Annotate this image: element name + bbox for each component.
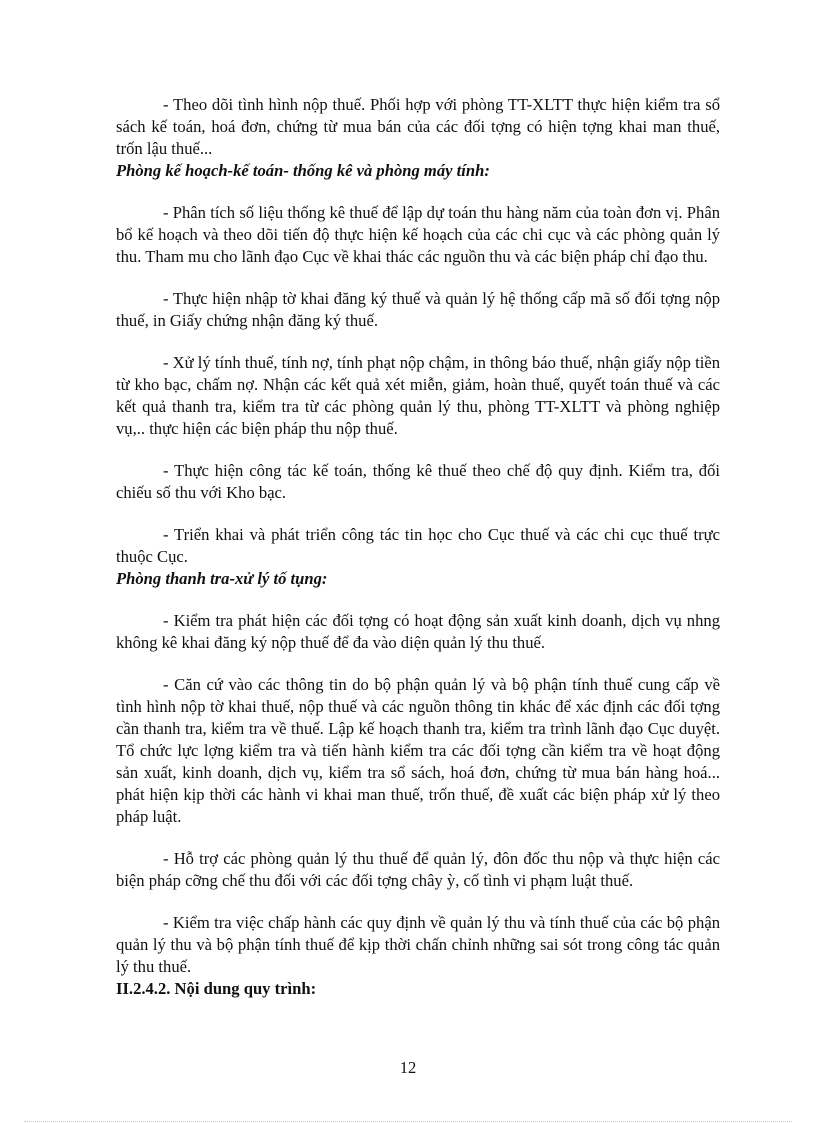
paragraph-accounting-statistics: - Thực hiện công tác kế toán, thống kê thuế theo chế độ quy định. Kiểm tra, đối chiếu số thu với Kho bạc. — [116, 461, 720, 502]
paragraph-tax-calculation: - Xử lý tính thuế, tính nợ, tính phạt nộp chậm, in thông báo thuế, nhận giấy nộp tiền từ kho bạc, chấm nợ. Nhận các kết quả xét miễn, giảm, hoàn thuế, quyết toán thuế và các kết quả thanh tra, kiểm tra từ các phòng quản lý thu, phòng TT-XLTT và phòng nghiệp vụ,.. thực hiện các biện pháp thu nộp thuế. — [116, 353, 720, 438]
paragraph-tax-registration: - Thực hiện nhập tờ khai đăng ký thuế và quản lý hệ thống cấp mã số đối tợng nộp thuế, in Giấy chứng nhận đăng ký thuế. — [116, 289, 720, 330]
section-heading-procedure-content: II.2.4.2. Nội dung quy trình: — [116, 979, 317, 998]
paragraph-statistics-analysis: - Phân tích số liệu thống kê thuế để lập dự toán thu hàng năm của toàn đơn vị. Phân bổ kế hoạch và theo dõi tiến độ thực hiện kế hoạch của các chi cục và các phòng quản lý thu. Tham mu cho lãnh đạo Cục về khai thác các nguồn thu và các biện pháp chỉ đạo thu. — [116, 203, 720, 266]
page-number: 12 — [399, 1058, 417, 1077]
page-body — [116, 94, 720, 1000]
page-bottom-divider — [24, 1121, 792, 1122]
paragraph-enforcement-support: - Hỗ trợ các phòng quản lý thu thuế để quản lý, đôn đốc thu nộp và thực hiện các biện pháp cỡng chế thu đối với các đối tợng chây ỳ, cố tình vi phạm luật thuế. — [116, 849, 720, 890]
heading-planning-accounting-department: Phòng kế hoạch-kế toán- thống kê và phòng máy tính: — [116, 161, 490, 180]
paragraph-monitor-tax-payment: - Theo dõi tình hình nộp thuế. Phối hợp với phòng TT-XLTT thực hiện kiểm tra sổ sách kế toán, hoá đơn, chứng từ mua bán của các đối tợng có hiện tợng khai man thuế, trốn lậu thuế... — [116, 95, 720, 158]
heading-inspection-department: Phòng thanh tra-xử lý tố tụng: — [116, 569, 328, 588]
paragraph-compliance-check: - Kiểm tra việc chấp hành các quy định về quản lý thu và tính thuế của các bộ phận quản lý thu và bộ phận tính thuế để kịp thời chấn chỉnh những sai sót trong công tác quản lý thu thuế. — [116, 913, 720, 976]
paragraph-inspection-planning: - Căn cứ vào các thông tin do bộ phận quản lý và bộ phận tính thuế cung cấp về tình hình nộp tờ khai thuế, nộp thuế và các nguồn thông tin khác để xác định các đối tợng cần thanh tra, kiểm tra về thuế. Lập kế hoạch thanh tra, kiểm tra trình lãnh đạo Cục duyệt. Tổ chức lực lợng kiểm tra và tiến hành kiểm tra các đối tợng cần kiểm tra về hoạt động sản xuất, kinh doanh, dịch vụ, kiểm tra sổ sách, hoá đơn, chứng từ mua bán hàng hoá... phát hiện kịp thời các hành vi khai man thuế, trốn thuế, đề xuất các biện pháp xử lý theo pháp luật. — [116, 675, 720, 826]
paragraph-detect-unregistered: - Kiểm tra phát hiện các đối tợng có hoạt động sản xuất kinh doanh, dịch vụ nhng không kê khai đăng ký nộp thuế để đa vào diện quản lý thu thuế. — [116, 611, 720, 652]
paragraph-it-development: - Triển khai và phát triển công tác tin học cho Cục thuế và các chi cục thuế trực thuộc Cục. — [116, 525, 720, 566]
